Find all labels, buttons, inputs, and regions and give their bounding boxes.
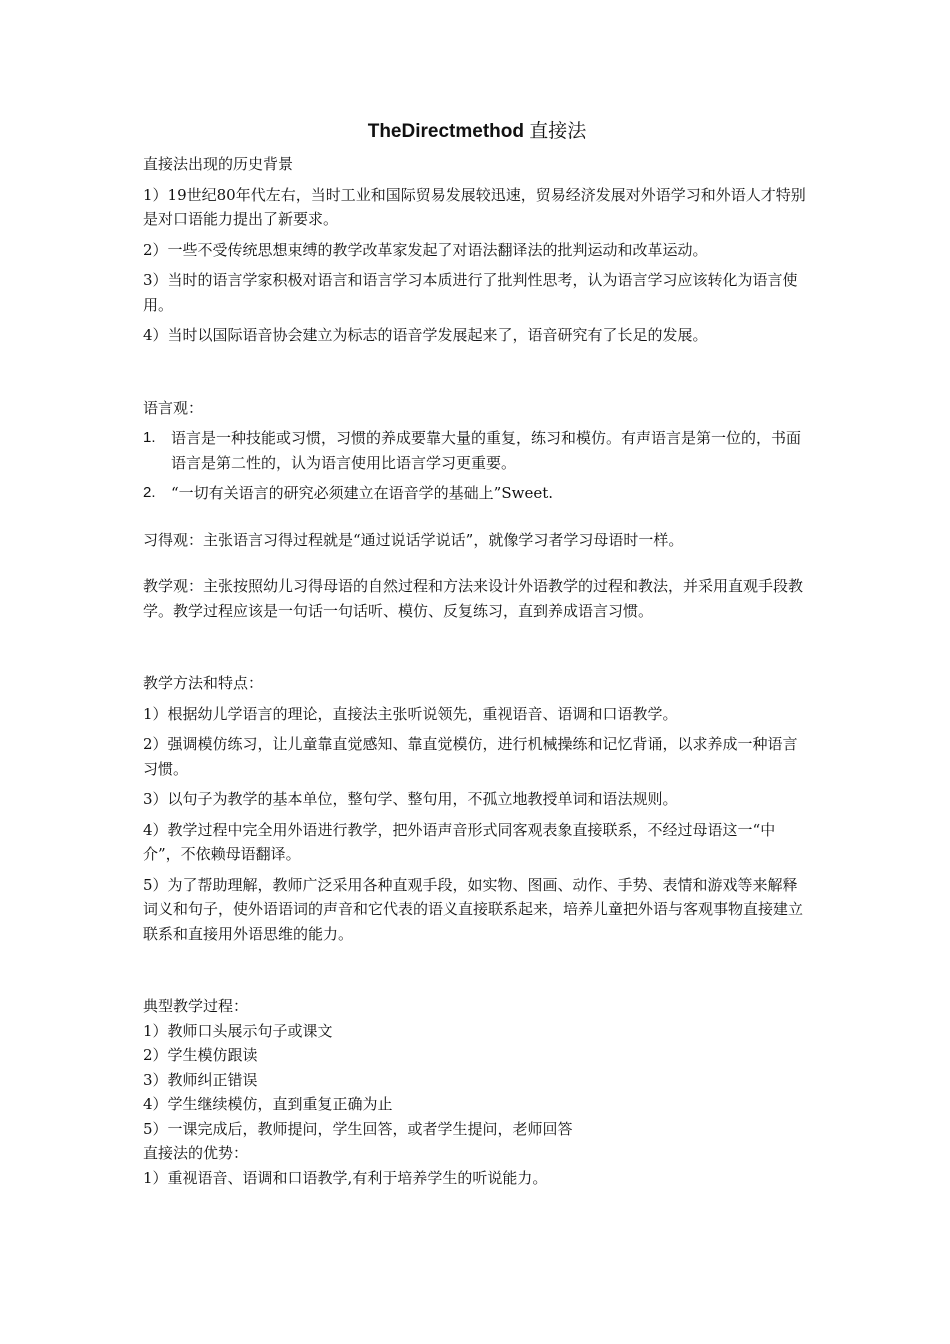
list-item: 5）为了帮助理解，教师广泛采用各种直观手段，如实物、图画、动作、手势、表情和游戏等来解释词义和句子，使外语语词的声音和它代表的语义直接联系起来，培养儿童把外语与客观事物直接建立联系和直接用外语思维的能力。 [143, 875, 804, 943]
teaching-view-paragraph: 教学观：主张按照幼儿习得母语的自然过程和方法来设计外语教学的过程和教法，并采用直观手段教学。教学过程应该是一句话一句话听、模仿、反复练习，直到养成语言习惯。 [143, 577, 804, 620]
list-item: 1）重视语音、语调和口语教学,有利于培养学生的听说能力。 [143, 1168, 548, 1187]
list-item: 3）以句子为教学的基本单位，整句学、整句用，不孤立地教授单词和语法规则。 [143, 790, 678, 808]
list-item: 2）强调模仿练习，让儿童靠直觉感知、靠直觉模仿，进行机械操练和记忆背诵，以求养成一种语言习惯。 [143, 735, 798, 778]
acquisition-view-paragraph: 习得观：主张语言习得过程就是“通过说话学说话”，就像学习者学习母语时一样。 [143, 530, 684, 549]
list-item: 4）教学过程中完全用外语进行教学，把外语声音形式同客观表象直接联系，不经过母语这一“中介”，不依赖母语翻译。 [143, 820, 776, 863]
document-title [143, 118, 811, 144]
list-item: 2）学生模仿跟读 [143, 1046, 258, 1064]
list-text: 语言是一种技能或习惯，习惯的养成要靠大量的重复，练习和模仿。有声语言是第一位的，书面语言是第二性的，认为语言使用比语言学习更重要。 [171, 429, 802, 472]
list-item: 1）教师口头展示句子或课文 [143, 1021, 333, 1040]
list-item [143, 481, 811, 506]
list-item: 4）学生继续模仿，直到重复正确为止 [143, 1095, 393, 1113]
document-body [143, 118, 811, 1190]
list-item: 1）根据幼儿学语言的理论，直接法主张听说领先，重视语音、语调和口语教学。 [143, 704, 678, 723]
list-item: 3）当时的语言学家积极对语言和语言学习本质进行了批判性思考，认为语言学习应该转化为语言使用。 [143, 271, 798, 314]
list-item: 3）教师纠正错误 [143, 1070, 258, 1089]
list-number: 1. [143, 429, 156, 446]
section-heading-language-view: 语言观： [143, 398, 204, 417]
list-number: 2. [143, 484, 156, 501]
list-item: 5）一课完成后，教师提问，学生回答，或者学生提问，老师回答 [143, 1119, 573, 1138]
list-item [143, 426, 811, 475]
numbered-list [143, 426, 811, 506]
section-heading-background: 直接法出现的历史背景 [143, 155, 294, 173]
list-item: 4）当时以国际语音协会建立为标志的语音学发展起来了，语音研究有了长足的发展。 [143, 326, 708, 344]
section-heading-process: 典型教学过程： [143, 997, 249, 1015]
list-item: 1）19世纪80年代左右，当时工业和国际贸易发展较迅速，贸易经济发展对外语学习和外语人才特别是对口语能力提出了新要求。 [143, 185, 806, 228]
list-text: “一切有关语言的研究必须建立在语音学的基础上”Sweet. [171, 484, 554, 502]
list-item: 2）一些不受传统思想束缚的教学改革家发起了对语法翻译法的批判运动和改革运动。 [143, 240, 708, 259]
title-english: TheDirectmethod [367, 121, 524, 142]
section-heading-methods: 教学方法和特点： [143, 674, 264, 692]
section-heading-advantages: 直接法的优势： [143, 1144, 249, 1162]
title-chinese: 直接法 [529, 120, 587, 142]
